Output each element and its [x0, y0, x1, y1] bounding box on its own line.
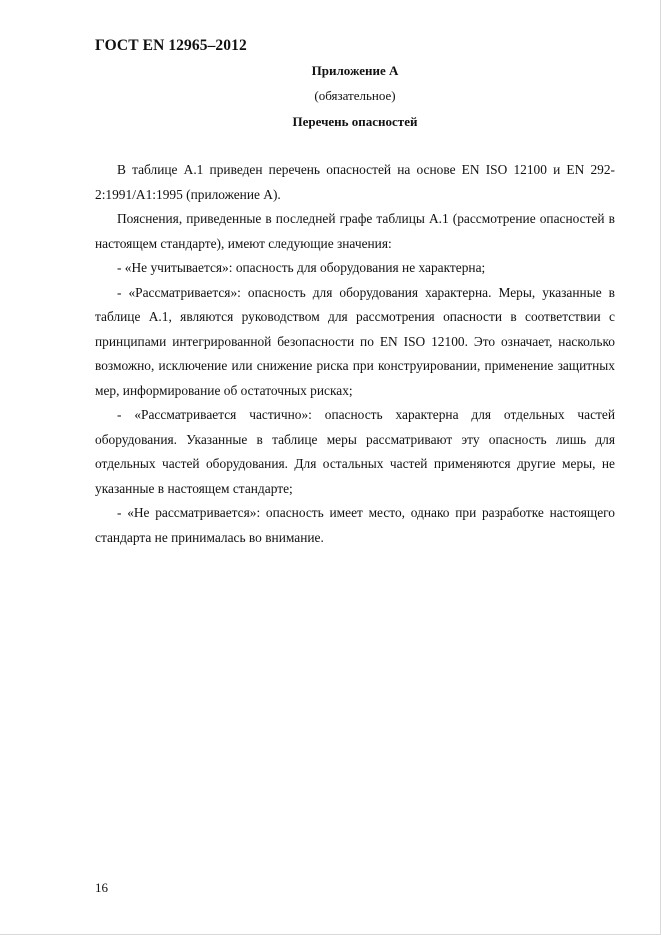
page-number: 16 — [95, 880, 108, 895]
list-item-not-examined: - «Не рассматривается»: опасность имеет место, однако при разработке настоящего стандарта не принималась во внимание. — [95, 505, 615, 545]
annex-title: Приложение А — [311, 63, 399, 78]
document-code: ГОСТ EN 12965–2012 — [95, 37, 247, 54]
annex-status: (обязательное) — [314, 88, 396, 103]
paragraph-explanations: Пояснения, приведенные в последней графе таблицы А.1 (рассмотрение опасностей в настоящем стандарте), имеют следующие значения: — [95, 211, 615, 251]
list-item-not-considered: - «Не учитывается»: опасность для оборудования не характерна; — [117, 260, 486, 275]
body-text — [95, 158, 615, 550]
paragraph-intro: В таблице А.1 приведен перечень опасностей на основе EN ISO 12100 и EN 292-2:1991/А1:1995 (приложение А). — [95, 162, 615, 202]
annex-heading: Перечень опасностей — [292, 114, 418, 129]
list-item-partially-considered: - «Рассматривается частично»: опасность характерна для отдельных частей оборудования. Указанные в таблице меры рассматривают эту опасность лишь для отдельных частей оборудования. Для остальных частей применяются другие меры, не указанные в настоящем стандарте; — [95, 407, 615, 496]
list-item-considered: - «Рассматривается»: опасность для оборудования характерна. Меры, указанные в таблице А.1, являются руководством для рассмотрения опасности в соответствии с принципами интегрированной безопасности по EN ISO 12100. Это означает, насколько возможно, исключение или снижение риска при конструировании, применение защитных мер, информирование об остаточных рисках; — [95, 284, 615, 398]
